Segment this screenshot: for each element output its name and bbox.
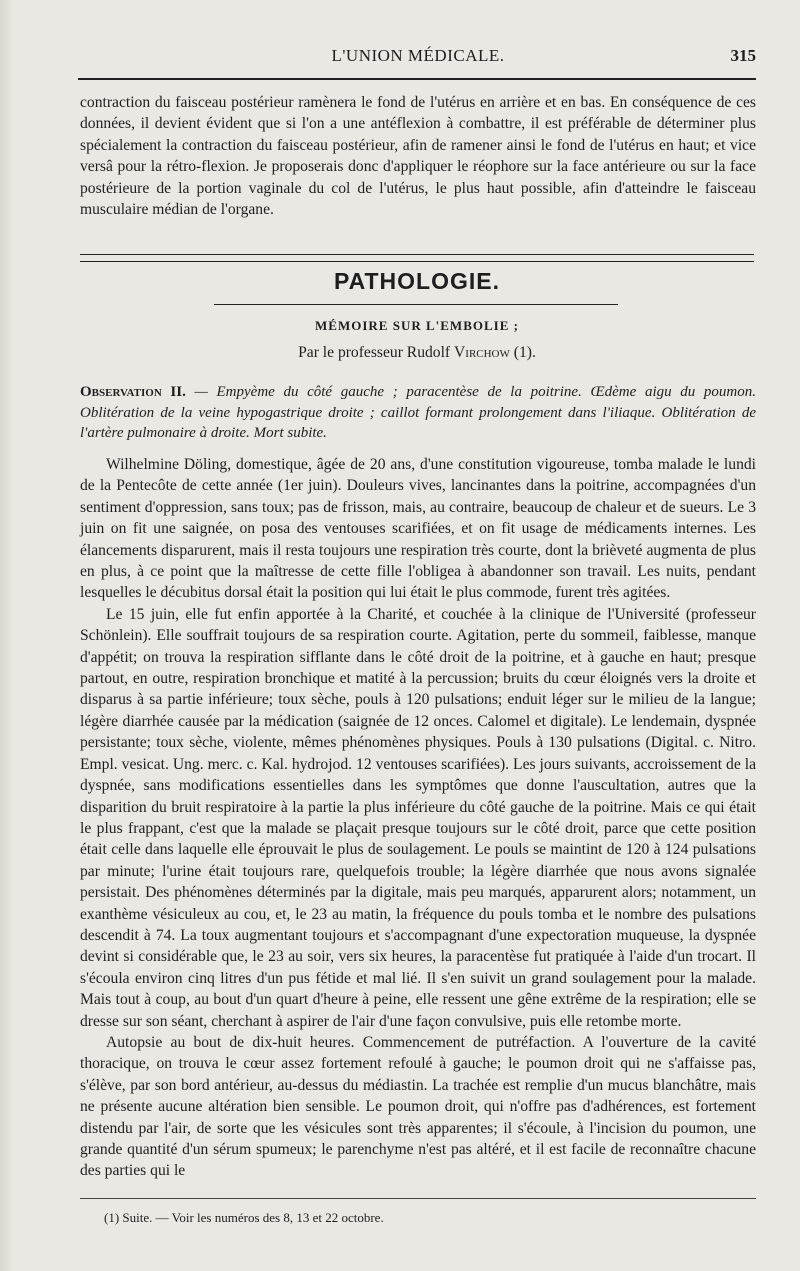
footnote-rule bbox=[80, 1198, 756, 1199]
paragraph-clinical: Le 15 juin, elle fut enfin apportée à la Charité, et couchée à la clinique de l'Université (professeur Schönlein). Elle souffrait toujours de sa respiration courte. Agitation, perte du sommeil, faiblesse, manque d'appétit; on trouva la respiration sifflante dans le côté droit de la poitrine, et à gauche en haut; presque partout, en outre, respiration bronchique et matité à la percussion; bruits du cœur éloignés vers la droite et disparus à sa partie inférieure; toux sèche, pouls à 120 pulsations; enduit léger sur le milieu de la langue; légère diarrhée causée par la médication (saignée de 12 onces. Calomel et digitale). Le lendemain, dyspnée persistante; toux sèche, violente, mêmes phénomènes physiques. Pouls à 130 pulsations (Digital. c. Nitro. Empl. vesicat. Ung. merc. c. Kal. hydrojod. 12 ventouses scarifiées). Les jours suivants, accroissement de la dyspnée, sans modifications essentielles dans les symptômes que donne l'auscultation, autres que la disparition du bruit respiratoire à la partie la plus inférieure du côté gauche de la poitrine. Mais ce qui était le plus frappant, c'est que la malade se plaçait presque toujours sur le côté droit, parce que cette position était celle dans laquelle elle éprouvait le plus de soulagement. Le pouls se maintint de 120 à 124 pulsations par minute; l'urine était toujours rare, quelquefois trouble; la légère diarrhée que nous avons signalée persistait. Des phénomènes déterminés par la digitale, mais peu marqués, apparurent alors; notamment, un exanthème vésiculeux au cou, et, le 23 au matin, la fréquence du pouls tomba et le nombre des pulsations descendit à 74. La toux augmentant toujours et s'accompagnant d'une expectoration muqueuse, la dyspnée devint si considérable que, le 23 au soir, vers six heures, la paracentèse fut pratiquée à l'aide d'un trocart. Il s'écoula environ cinq litres d'un pus fétide et mal lié. Il s'en suivit un grand soulagement pour la malade. Mais tout à coup, au bout d'un quart d'heure à peine, elle ressent une gêne extrême de la respiration; elle se dresse sur son séant, cherchant à aspirer de l'air d'une façon convulsive, puis elle retombe morte. bbox=[80, 605, 756, 1030]
intro-paragraph: contraction du faisceau postérieur ramènera le fond de l'utérus en arrière et en bas. En conséquence de ces données, il devient évident que si l'on a une antéflexion à combattre, il est préférable de déterminer plus spécialement la contraction du faisceau postérieur, afin de ramener ainsi le fond de l'utérus en haut; et vice versâ pour la rétro-flexion. Je proposerais donc d'appliquer le réophore sur la face antérieure ou sur la face postérieure de la portion vaginale du col de l'utérus, le plus haut possible, afin d'atteindre le faisceau musculaire médian de l'organe. bbox=[80, 94, 756, 219]
observation-summary: — Empyème du côté gauche ; paracentèse de la poitrine. Œdème aigu du poumon. Oblitération de la veine hypogastrique droite ; caillot formant prolongement dans l'iliaque. Oblitération de l'artère pulmonaire à droite. Mort subite. bbox=[80, 384, 756, 441]
page-number: 315 bbox=[730, 46, 756, 65]
author-footnote-ref: (1). bbox=[509, 344, 536, 361]
section-title: PATHOLOGIE. bbox=[333, 268, 501, 294]
title-rule bbox=[214, 304, 618, 305]
observation-label: Observation II. bbox=[80, 384, 186, 400]
body-text bbox=[80, 454, 756, 1182]
header-rule bbox=[78, 78, 756, 80]
intro-paragraph-block bbox=[80, 92, 756, 220]
author-line bbox=[80, 344, 754, 362]
observation-heading bbox=[80, 382, 756, 444]
spine-shadow bbox=[0, 0, 14, 1271]
paragraph-history: Wilhelmine Döling, domestique, âgée de 20 ans, d'une constitution vigoureuse, tomba malade le lundi de la Pentecôte de cette année (1er juin). Douleurs vives, lancinantes dans la poitrine, accompagnées d'un sentiment d'oppression, sans toux; pas de frisson, mais, au contraire, beaucoup de chaleur et de sueurs. Le 3 juin on fit une saignée, on posa des ventouses scarifiées, et on fit usage de médicaments internes. Les élancements disparurent, mais il resta toujours une respiration très courte, dont la brièveté augmenta de plus en plus, à ce point que la maîtresse de cette fille l'obligea à abandonner son travail. Les nuits, pendant lesquelles le décubitus dorsal était la position qui lui était le plus commode, furent très agitées. bbox=[80, 456, 756, 602]
footnote: (1) Suite. — Voir les numéros des 8, 13 et 22 octobre. bbox=[104, 1210, 384, 1225]
footnote-area bbox=[80, 1198, 756, 1225]
author-prefix: Par le professeur Rudolf bbox=[298, 344, 455, 361]
page-header bbox=[80, 42, 756, 82]
section-divider bbox=[80, 254, 754, 262]
author-name: Virchow bbox=[454, 344, 510, 361]
memoir-title: MÉMOIRE SUR L'EMBOLIE ; bbox=[315, 318, 519, 333]
paragraph-autopsy: Autopsie au bout de dix-huit heures. Commencement de putréfaction. A l'ouverture de la cavité thoracique, on trouva le cœur assez fortement refoulé à gauche; le poumon droit qui ne s'affaisse pas, s'élève, par son bord antérieur, au-dessus du médiastin. La trachée est remplie d'un mucus blanchâtre, mais ne présente aucune altération bien sensible. Le poumon droit, qui n'offre pas d'adhérences, est fortement distendu par l'air, de sorte que les vésicules sont très apparentes; il s'écoule, à l'incision du poumon, une grande quantité d'un sérum spumeux; le parenchyme n'est pas altéré, et il est facile de reconnaître chacune des parties qui le bbox=[80, 1033, 756, 1180]
running-title: L'UNION MÉDICALE. bbox=[331, 46, 505, 65]
